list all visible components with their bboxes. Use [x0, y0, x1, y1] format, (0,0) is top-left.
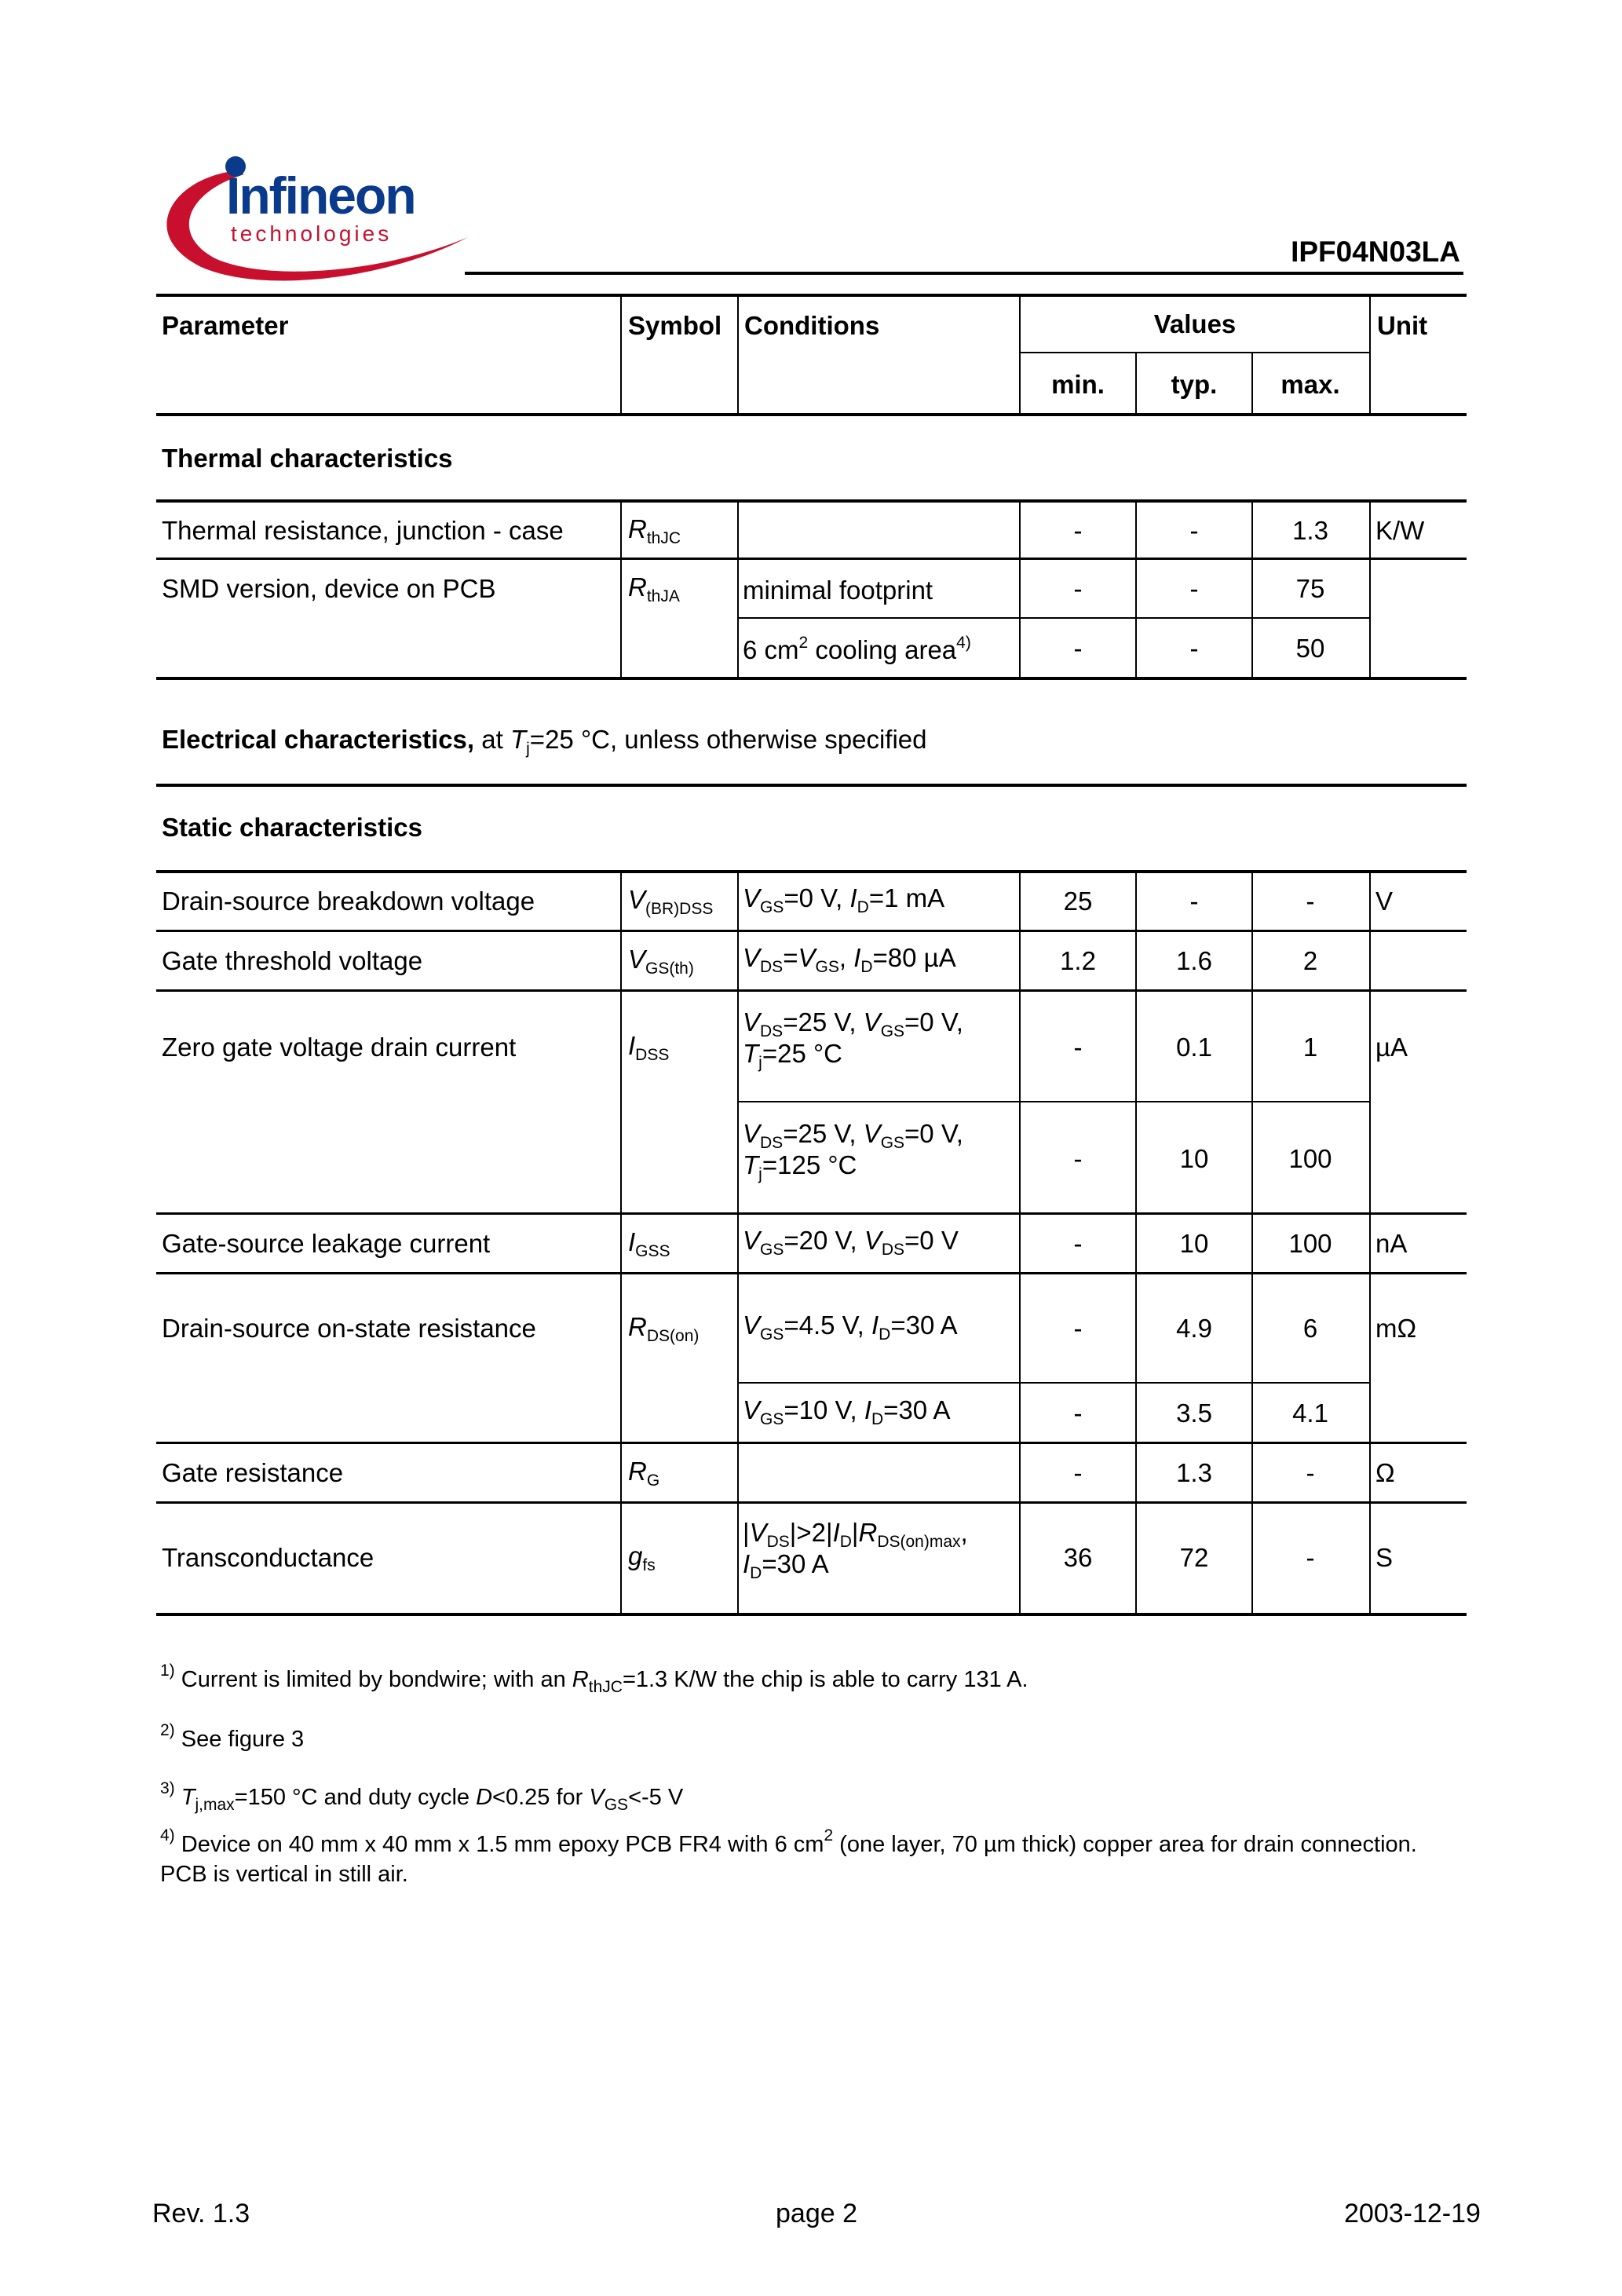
max-value: 2: [1302, 946, 1318, 975]
col-rule: [620, 295, 622, 415]
typ-value: 10: [1179, 1229, 1209, 1258]
cond-idss-25: $V_{DS}=25$ V, $V_{GS}=0$ V, $T_j=25$ °C: [743, 1007, 963, 1072]
symbol-vgsth: $V_{GS(th)}$: [628, 945, 694, 978]
typ-value: 0.1: [1176, 1033, 1212, 1062]
max-value: 1: [1302, 1033, 1318, 1062]
max-value: 75: [1295, 574, 1325, 603]
header-unit: Unit: [1377, 311, 1428, 340]
row-rule: [737, 617, 1370, 619]
typ-value: -: [1189, 634, 1199, 663]
col-rule: [620, 872, 622, 1614]
header-values: Values: [1153, 309, 1237, 338]
infineon-logo: [154, 149, 477, 284]
cond-rdson-10: $V_{GS}=10$ V, $I_D=30$ A: [743, 1395, 951, 1428]
max-value: -: [1306, 1543, 1315, 1572]
footnote-3: $^{3)}$ $T_{j,max}=150$ °C and duty cycle D<0.25 for $V_{GS}<-5$ V: [160, 1779, 684, 1814]
values-subrule: [1019, 352, 1369, 353]
max-value: 50: [1295, 634, 1325, 663]
unit-value: mΩ: [1375, 1314, 1417, 1343]
min-value: -: [1073, 1144, 1083, 1173]
typ-value: 4.9: [1176, 1314, 1212, 1343]
footer-date: 2003-12-19: [1344, 2199, 1481, 2228]
typ-value: -: [1189, 574, 1199, 603]
cond-transconductance: $|V_{DS}|>2|I_D|R_{DS(on)max}$, $I_D=30$ A: [743, 1518, 968, 1582]
header-parameter: Parameter: [162, 311, 289, 340]
header-typ: typ.: [1171, 370, 1218, 399]
param-zero-gate-current: Zero gate voltage drain current: [162, 1033, 517, 1062]
col-rule: [1369, 295, 1371, 415]
cond-cooling-area: 6 $cm^2$ cooling area$^{4)}$: [743, 634, 971, 664]
row-rule: [156, 1501, 1467, 1504]
table-bottom-rule: [156, 1613, 1467, 1616]
typ-value: 72: [1179, 1543, 1209, 1572]
symbol-rthja: $R_{thJA}$: [628, 572, 680, 605]
param-breakdown-voltage: Drain-source breakdown voltage: [162, 887, 535, 916]
row-rule: [156, 1442, 1467, 1444]
min-value: -: [1073, 1398, 1083, 1428]
col-rule: [737, 872, 739, 1614]
header-max: max.: [1280, 370, 1340, 399]
header-min: min.: [1051, 370, 1105, 399]
min-value: 36: [1063, 1543, 1093, 1572]
typ-value: 1.6: [1176, 946, 1212, 975]
unit-value: nA: [1375, 1229, 1408, 1258]
unit-value: µA: [1375, 1033, 1408, 1062]
min-value: -: [1073, 1229, 1083, 1258]
param-gate-threshold: Gate threshold voltage: [162, 946, 423, 975]
footnote-4: $^{4)}$ Device on 40 mm x 40 mm x 1.5 mm epoxy PCB FR4 with 6 $cm^2$ (one layer, 70 µm thick) copper area for drain connection. PCB is vertical in still air.: [160, 1826, 1417, 1887]
section-electrical: Electrical characteristics, at $T_j=25$ °C, unless otherwise specified: [162, 725, 927, 758]
param-rthjc: Thermal resistance, junction - case: [162, 516, 564, 545]
col-rule: [737, 295, 739, 415]
row-rule: [156, 558, 1467, 560]
max-value: 4.1: [1292, 1398, 1328, 1428]
max-value: -: [1306, 887, 1315, 916]
unit-value: V: [1375, 887, 1394, 916]
thermal-bottom-rule: [156, 677, 1467, 680]
col-rule: [620, 501, 622, 678]
col-rule: [1369, 501, 1371, 678]
section-thermal: Thermal characteristics: [162, 444, 453, 473]
svg-text:technologies: technologies: [231, 221, 393, 246]
footnote-2: $^{2)}$ See figure 3: [160, 1721, 305, 1752]
cond-idss-125: $V_{DS}=25$ V, $V_{GS}=0$ V, $T_j=125$ °C: [743, 1119, 963, 1183]
header-symbol: Symbol: [628, 311, 722, 340]
typ-value: -: [1189, 887, 1199, 916]
typ-value: 3.5: [1176, 1398, 1212, 1428]
thermal-top-rule: [156, 499, 1467, 503]
row-rule: [737, 1382, 1370, 1384]
header-rule: [465, 272, 1463, 275]
max-value: 100: [1288, 1144, 1332, 1173]
symbol-rg: $R_G$: [628, 1457, 660, 1490]
row-rule: [156, 930, 1467, 932]
min-value: 25: [1063, 887, 1093, 916]
cond-breakdown: $V_{GS}=0$ V, $I_D=1$ mA: [743, 883, 945, 916]
typ-value: 10: [1179, 1144, 1209, 1173]
electrical-rule: [156, 784, 1467, 787]
min-value: -: [1073, 634, 1083, 663]
param-on-resistance: Drain-source on-state resistance: [162, 1314, 536, 1343]
param-transconductance: Transconductance: [162, 1543, 374, 1572]
row-rule: [156, 1272, 1467, 1274]
footer-page: page 2: [776, 2199, 857, 2228]
param-gate-leakage: Gate-source leakage current: [162, 1229, 491, 1258]
table-top-rule: [156, 294, 1467, 297]
symbol-igss: $I_{GSS}$: [628, 1227, 670, 1260]
param-smd-version: SMD version, device on PCB: [162, 574, 496, 603]
cond-minimal-footprint: minimal footprint: [743, 576, 933, 605]
typ-value: 1.3: [1176, 1458, 1212, 1487]
cond-gate-threshold: $V_{DS}=V_{GS}$, $I_D=80$ µA: [743, 943, 956, 976]
header-bottom-rule: [156, 413, 1467, 416]
static-top-rule: [156, 870, 1467, 873]
max-value: 6: [1302, 1314, 1318, 1343]
unit-value: Ω: [1375, 1458, 1395, 1487]
param-gate-resistance: Gate resistance: [162, 1458, 344, 1487]
footnote-1: $^{1)}$ Current is limited by bondwire; with an $R_{thJC}=1.3$ K/W the chip is able to carry 131 A.: [160, 1662, 1028, 1696]
min-value: 1.2: [1060, 946, 1096, 975]
min-value: -: [1073, 1033, 1083, 1062]
col-rule: [1369, 872, 1371, 1614]
cond-rdson-45: $V_{GS}=4.5$ V, $I_D=30$ A: [743, 1311, 958, 1344]
row-rule: [156, 989, 1467, 992]
min-value: -: [1073, 1458, 1083, 1487]
cond-leakage: $V_{GS}=20$ V, $V_{DS}=0$ V: [743, 1226, 959, 1259]
typ-value: -: [1189, 516, 1199, 545]
svg-text:Infineon: Infineon: [226, 166, 415, 225]
max-value: 1.3: [1292, 516, 1328, 545]
row-rule: [156, 1212, 1467, 1215]
symbol-vbrdss: $V_{(BR)DSS}$: [628, 885, 714, 918]
min-value: -: [1073, 574, 1083, 603]
min-value: -: [1073, 516, 1083, 545]
min-value: -: [1073, 1314, 1083, 1343]
symbol-rthjc: $R_{thJC}$: [628, 514, 681, 547]
col-rule: [737, 501, 739, 678]
part-number: IPF04N03LA: [1291, 236, 1460, 268]
max-value: -: [1306, 1458, 1315, 1487]
section-static: Static characteristics: [162, 813, 423, 842]
unit-value: S: [1375, 1543, 1394, 1572]
header-conditions: Conditions: [744, 311, 880, 340]
symbol-rdson: $R_{DS(on)}$: [628, 1312, 700, 1345]
max-value: 100: [1288, 1229, 1332, 1258]
footer-revision: Rev. 1.3: [152, 2199, 250, 2228]
unit-value: K/W: [1375, 516, 1425, 545]
row-rule: [737, 1101, 1370, 1102]
symbol-idss: $I_{DSS}$: [628, 1031, 670, 1064]
symbol-gfs: $g_{fs}$: [628, 1541, 656, 1574]
